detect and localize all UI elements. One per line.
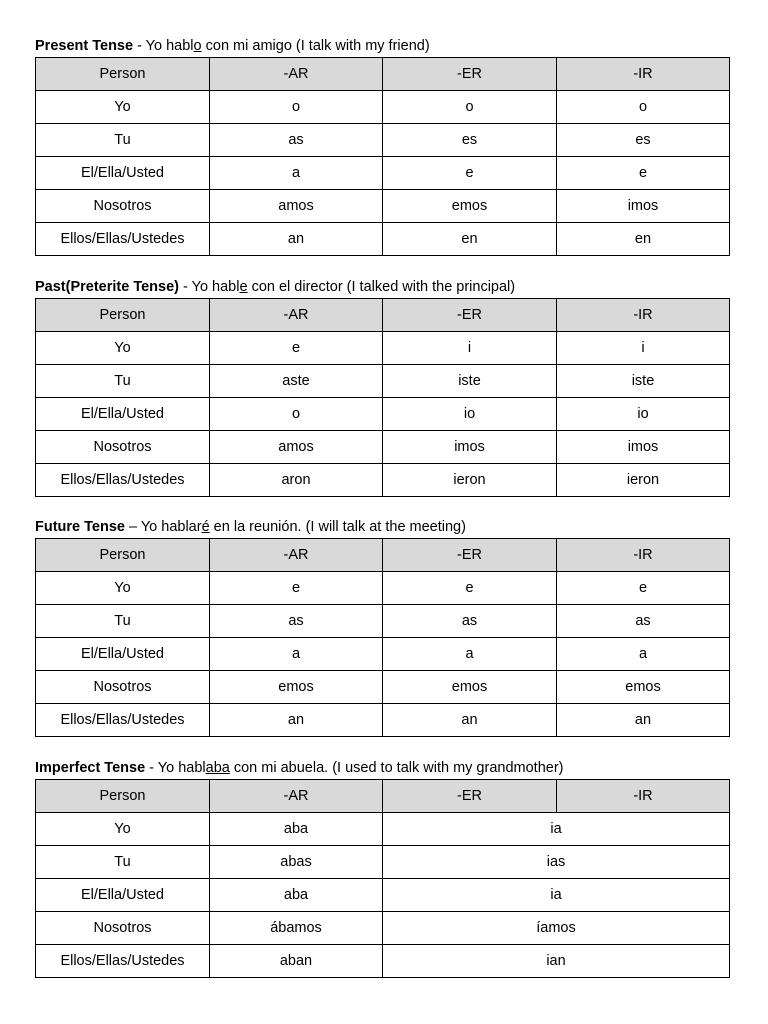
present-tense-caption [35,37,729,57]
er-ir-cell: ias [383,846,730,879]
ar-cell: emos [210,671,383,704]
person-cell: Yo [36,332,210,365]
er-cell: an [383,704,557,737]
table-header-row [36,58,730,91]
ir-cell: an [557,704,730,737]
table-header-row [36,299,730,332]
table-header-row [36,539,730,572]
ar-cell: aba [210,813,383,846]
header-ar: -AR [210,58,383,91]
past-caption-pre: - Yo habl [178,279,240,295]
er-cell: e [383,572,557,605]
table-row [36,638,730,671]
ir-cell: imos [557,431,730,464]
ir-cell: e [557,157,730,190]
header-er: -ER [383,299,557,332]
header-er: -ER [383,780,557,813]
ir-cell: en [557,223,730,256]
ar-cell: amos [210,431,383,464]
ar-cell: a [210,157,383,190]
table-row [36,464,730,497]
header-ir: -IR [557,299,730,332]
future-tense-title: Future Tense [35,519,125,535]
person-cell: El/Ella/Usted [36,398,210,431]
person-cell: Tu [36,605,210,638]
imperfect-caption-pre: - Yo habl [145,760,206,776]
table-row [36,365,730,398]
header-person: Person [36,299,210,332]
ir-cell: emos [557,671,730,704]
table-row [36,671,730,704]
present-caption-pre: - Yo habl [133,38,194,54]
ar-cell: abas [210,846,383,879]
imperfect-tense-table [35,779,730,978]
er-ir-cell: ian [383,945,730,978]
er-cell: imos [383,431,557,464]
person-cell: Yo [36,91,210,124]
future-caption-ending: é [201,519,210,535]
table-row [36,431,730,464]
ir-cell: io [557,398,730,431]
ir-cell: a [557,638,730,671]
past-tense-caption [35,278,729,298]
imperfect-caption-ending: aba [205,760,230,776]
ir-cell: as [557,605,730,638]
imperfect-tense-title: Imperfect Tense [35,760,146,776]
person-cell: Tu [36,846,210,879]
ar-cell: as [210,124,383,157]
header-ir: -IR [557,539,730,572]
ar-cell: o [210,398,383,431]
person-cell: Nosotros [36,912,210,945]
table-row [36,813,730,846]
ir-cell: imos [557,190,730,223]
ar-cell: aban [210,945,383,978]
future-tense-caption [35,518,729,538]
er-cell: a [383,638,557,671]
er-cell: emos [383,671,557,704]
er-cell: e [383,157,557,190]
er-cell: en [383,223,557,256]
table-row [36,879,730,912]
table-row [36,157,730,190]
er-cell: as [383,605,557,638]
conjugation-page [35,37,729,978]
er-cell: ieron [383,464,557,497]
header-ar: -AR [210,299,383,332]
er-cell: io [383,398,557,431]
ar-cell: aron [210,464,383,497]
table-row [36,398,730,431]
table-row [36,704,730,737]
ir-cell: iste [557,365,730,398]
ar-cell: aste [210,365,383,398]
er-ir-cell: ia [383,813,730,846]
person-cell: Tu [36,365,210,398]
person-cell: Tu [36,124,210,157]
person-cell: El/Ella/Usted [36,879,210,912]
ar-cell: as [210,605,383,638]
header-person: Person [36,539,210,572]
past-tense-table [35,298,730,497]
present-caption-ending: o [193,38,202,54]
ar-cell: e [210,332,383,365]
person-cell: Yo [36,813,210,846]
person-cell: Ellos/Ellas/Ustedes [36,945,210,978]
past-tense-section [35,278,729,497]
er-cell: o [383,91,557,124]
table-row [36,605,730,638]
future-tense-table [35,538,730,737]
table-row [36,945,730,978]
header-person: Person [36,58,210,91]
person-cell: Ellos/Ellas/Ustedes [36,464,210,497]
ar-cell: ábamos [210,912,383,945]
table-row [36,912,730,945]
table-row [36,572,730,605]
ir-cell: ieron [557,464,730,497]
ar-cell: an [210,704,383,737]
ar-cell: o [210,91,383,124]
table-row [36,223,730,256]
table-row [36,846,730,879]
past-tense-title: Past(Preterite Tense) [35,279,179,295]
person-cell: Nosotros [36,671,210,704]
future-tense-section [35,518,729,737]
imperfect-tense-section [35,759,729,978]
person-cell: Yo [36,572,210,605]
future-caption-post: en la reunión. (I will talk at the meeting) [209,519,466,535]
future-caption-pre: – Yo hablar [124,519,202,535]
er-cell: i [383,332,557,365]
person-cell: Nosotros [36,431,210,464]
ir-cell: i [557,332,730,365]
ir-cell: o [557,91,730,124]
person-cell: Ellos/Ellas/Ustedes [36,704,210,737]
present-tense-section [35,37,729,256]
table-row [36,91,730,124]
person-cell: El/Ella/Usted [36,638,210,671]
person-cell: Nosotros [36,190,210,223]
past-caption-post: con el director (I talked with the principal) [247,279,516,295]
header-ir: -IR [557,780,730,813]
ir-cell: e [557,572,730,605]
er-ir-cell: ia [383,879,730,912]
present-caption-post: con mi amigo (I talk with my friend) [201,38,430,54]
ir-cell: es [557,124,730,157]
past-caption-ending: e [239,279,248,295]
ar-cell: a [210,638,383,671]
header-er: -ER [383,539,557,572]
ar-cell: an [210,223,383,256]
present-tense-table [35,57,730,256]
header-ar: -AR [210,780,383,813]
table-row [36,332,730,365]
table-row [36,190,730,223]
ar-cell: e [210,572,383,605]
er-cell: es [383,124,557,157]
header-ar: -AR [210,539,383,572]
header-person: Person [36,780,210,813]
person-cell: El/Ella/Usted [36,157,210,190]
present-tense-title: Present Tense [35,38,134,54]
person-cell: Ellos/Ellas/Ustedes [36,223,210,256]
header-ir: -IR [557,58,730,91]
er-ir-cell: íamos [383,912,730,945]
ar-cell: amos [210,190,383,223]
table-row [36,124,730,157]
header-er: -ER [383,58,557,91]
table-header-row [36,780,730,813]
er-cell: iste [383,365,557,398]
er-cell: emos [383,190,557,223]
imperfect-caption-post: con mi abuela. (I used to talk with my grandmother) [229,760,564,776]
ar-cell: aba [210,879,383,912]
imperfect-tense-caption [35,759,729,779]
